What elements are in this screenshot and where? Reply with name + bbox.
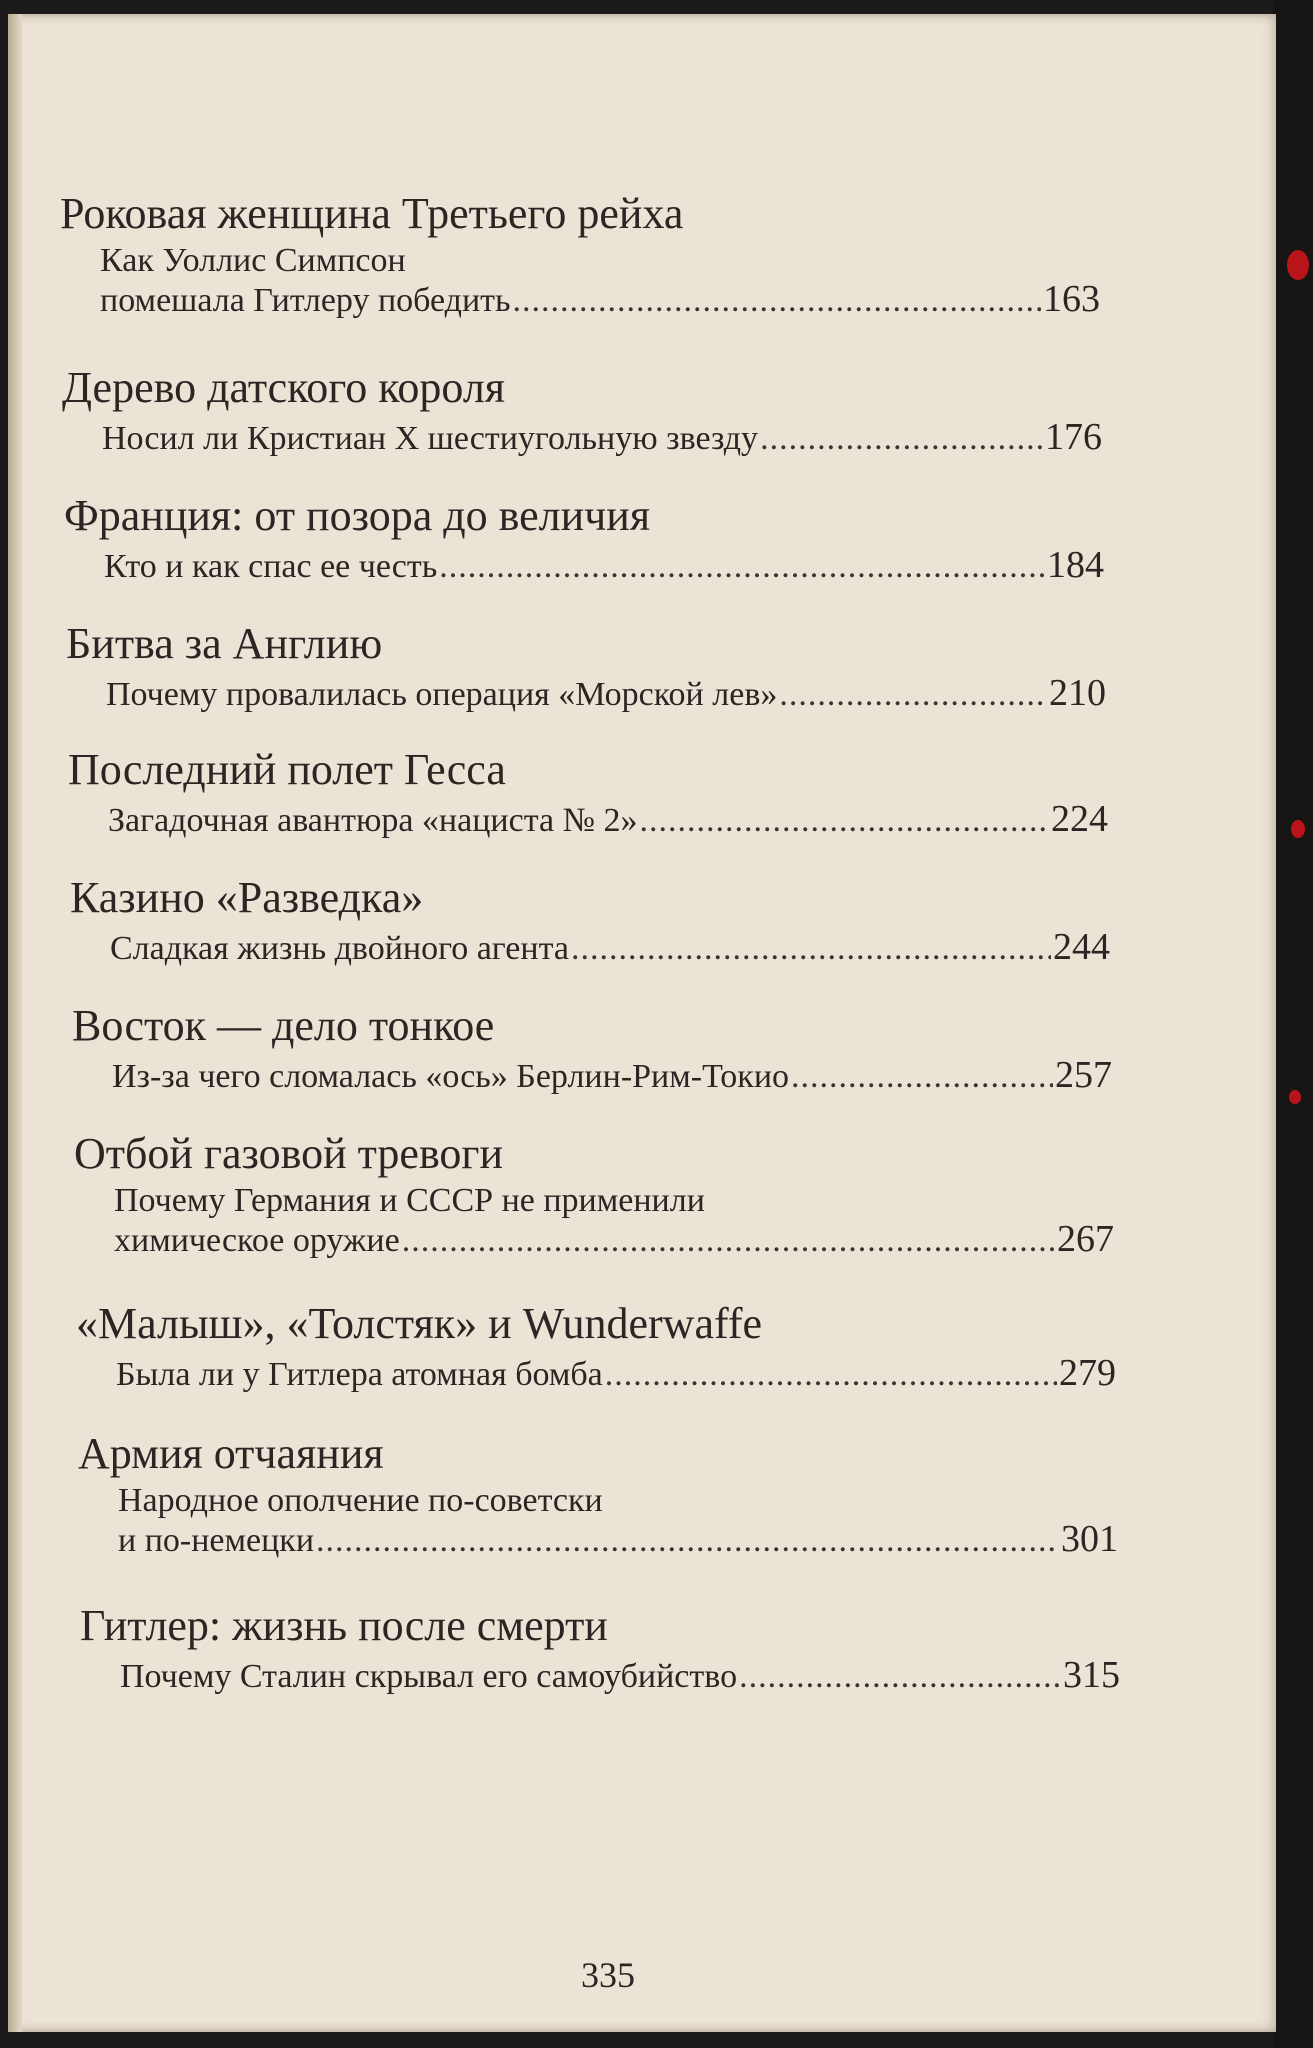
toc-entry-title: Отбой газовой тревоги bbox=[74, 1129, 504, 1178]
toc-entry-leader-line bbox=[104, 546, 1104, 586]
toc-entry-title: Дерево датского короля bbox=[62, 363, 506, 412]
dot-leader bbox=[640, 802, 1049, 840]
dot-leader bbox=[571, 930, 1051, 968]
toc-entry-subtitle: Народное ополчение по-советски bbox=[118, 1482, 603, 1519]
table-of-contents bbox=[8, 14, 1276, 2032]
toc-page-number: 257 bbox=[1055, 1054, 1112, 1096]
dot-leader bbox=[739, 1658, 1061, 1696]
toc-page-number: 163 bbox=[1043, 278, 1100, 320]
toc-page-number: 244 bbox=[1053, 926, 1110, 968]
red-stain bbox=[1287, 250, 1309, 280]
toc-entry bbox=[68, 745, 1108, 840]
toc-entry-description: Была ли у Гитлера атомная бомба bbox=[116, 1356, 603, 1393]
toc-entry-leader-line bbox=[112, 1056, 1112, 1096]
toc-entry bbox=[78, 1429, 1118, 1560]
toc-entry bbox=[64, 491, 1104, 586]
toc-entry bbox=[66, 619, 1106, 714]
toc-entry-leader-line bbox=[118, 1520, 1118, 1560]
toc-page-number: 301 bbox=[1061, 1518, 1118, 1560]
toc-entry-subtitle: Как Уоллис Симпсон bbox=[100, 242, 406, 279]
toc-entry bbox=[74, 1129, 1114, 1260]
toc-entry-leader-line bbox=[102, 418, 1102, 458]
toc-entry-description: Носил ли Кристиан X шестиугольную звезду bbox=[102, 420, 759, 457]
dot-leader bbox=[760, 420, 1043, 458]
toc-entry-title: Последний полет Гесса bbox=[68, 745, 506, 794]
toc-entry bbox=[62, 363, 1102, 458]
toc-entry-title: Восток — дело тонкое bbox=[72, 1001, 495, 1050]
toc-entry-title: Франция: от позора до величия bbox=[64, 491, 651, 540]
toc-page-number: 279 bbox=[1059, 1352, 1116, 1394]
toc-entry-title: «Малыш», «Толстяк» и Wunderwaffe bbox=[76, 1299, 763, 1348]
toc-page-number: 176 bbox=[1045, 416, 1102, 458]
toc-entry-description: Сладкая жизнь двойного агента bbox=[110, 930, 569, 967]
dot-leader bbox=[316, 1522, 1059, 1560]
toc-entry-title: Казино «Разведка» bbox=[70, 873, 424, 922]
toc-entry-leader-line bbox=[106, 674, 1106, 714]
toc-entry-description: помешала Гитлеру победить bbox=[100, 282, 511, 319]
toc-entry bbox=[60, 189, 1100, 320]
toc-page-number: 210 bbox=[1049, 672, 1106, 714]
dot-leader bbox=[779, 676, 1047, 714]
toc-entry-description: Почему Сталин скрывал его самоубийство bbox=[120, 1658, 738, 1695]
dot-leader bbox=[605, 1356, 1057, 1394]
toc-page-number: 267 bbox=[1057, 1218, 1114, 1260]
toc-entry-subtitle: Почему Германия и СССР не применили bbox=[114, 1182, 705, 1219]
dot-leader bbox=[439, 548, 1045, 586]
toc-entry-leader-line bbox=[110, 928, 1110, 968]
page-footer-number: 335 bbox=[581, 1955, 635, 1995]
toc-entry-title: Роковая женщина Третьего рейха bbox=[60, 189, 684, 238]
toc-entry-leader-line bbox=[108, 800, 1108, 840]
toc-entry-description: Загадочная авантюра «нациста № 2» bbox=[108, 802, 638, 839]
toc-page-number: 224 bbox=[1051, 798, 1108, 840]
toc-entry-leader-line bbox=[116, 1354, 1116, 1394]
toc-entry-leader-line bbox=[100, 280, 1100, 320]
toc-entry-leader-line bbox=[114, 1220, 1114, 1260]
toc-entry-description: Кто и как спас ее честь bbox=[104, 548, 438, 585]
toc-entry-leader-line bbox=[120, 1656, 1120, 1696]
red-stain bbox=[1289, 1090, 1301, 1104]
toc-entry bbox=[76, 1299, 1116, 1394]
toc-entry-title: Гитлер: жизнь после смерти bbox=[80, 1601, 608, 1650]
toc-entry bbox=[72, 1001, 1112, 1096]
toc-entry-description: химическое оружие bbox=[114, 1222, 400, 1259]
toc-entry-description: и по-немецки bbox=[118, 1522, 315, 1559]
book-page bbox=[8, 14, 1276, 2032]
toc-entry bbox=[80, 1601, 1120, 1696]
toc-entry-title: Армия отчаяния bbox=[78, 1429, 384, 1478]
toc-entry-description: Почему провалилась операция «Морской лев» bbox=[106, 676, 778, 713]
toc-entry-title: Битва за Англию bbox=[66, 619, 383, 668]
book-cover-edge bbox=[1273, 0, 1313, 2048]
dot-leader bbox=[791, 1058, 1053, 1096]
toc-entry-description: Из-за чего сломалась «ось» Берлин-Рим-Токио bbox=[112, 1058, 790, 1095]
toc-page-number: 315 bbox=[1063, 1654, 1120, 1696]
red-stain bbox=[1291, 820, 1305, 838]
dot-leader bbox=[402, 1222, 1055, 1260]
toc-page-number: 184 bbox=[1047, 544, 1104, 586]
toc-entry bbox=[70, 873, 1110, 968]
dot-leader bbox=[513, 282, 1041, 320]
